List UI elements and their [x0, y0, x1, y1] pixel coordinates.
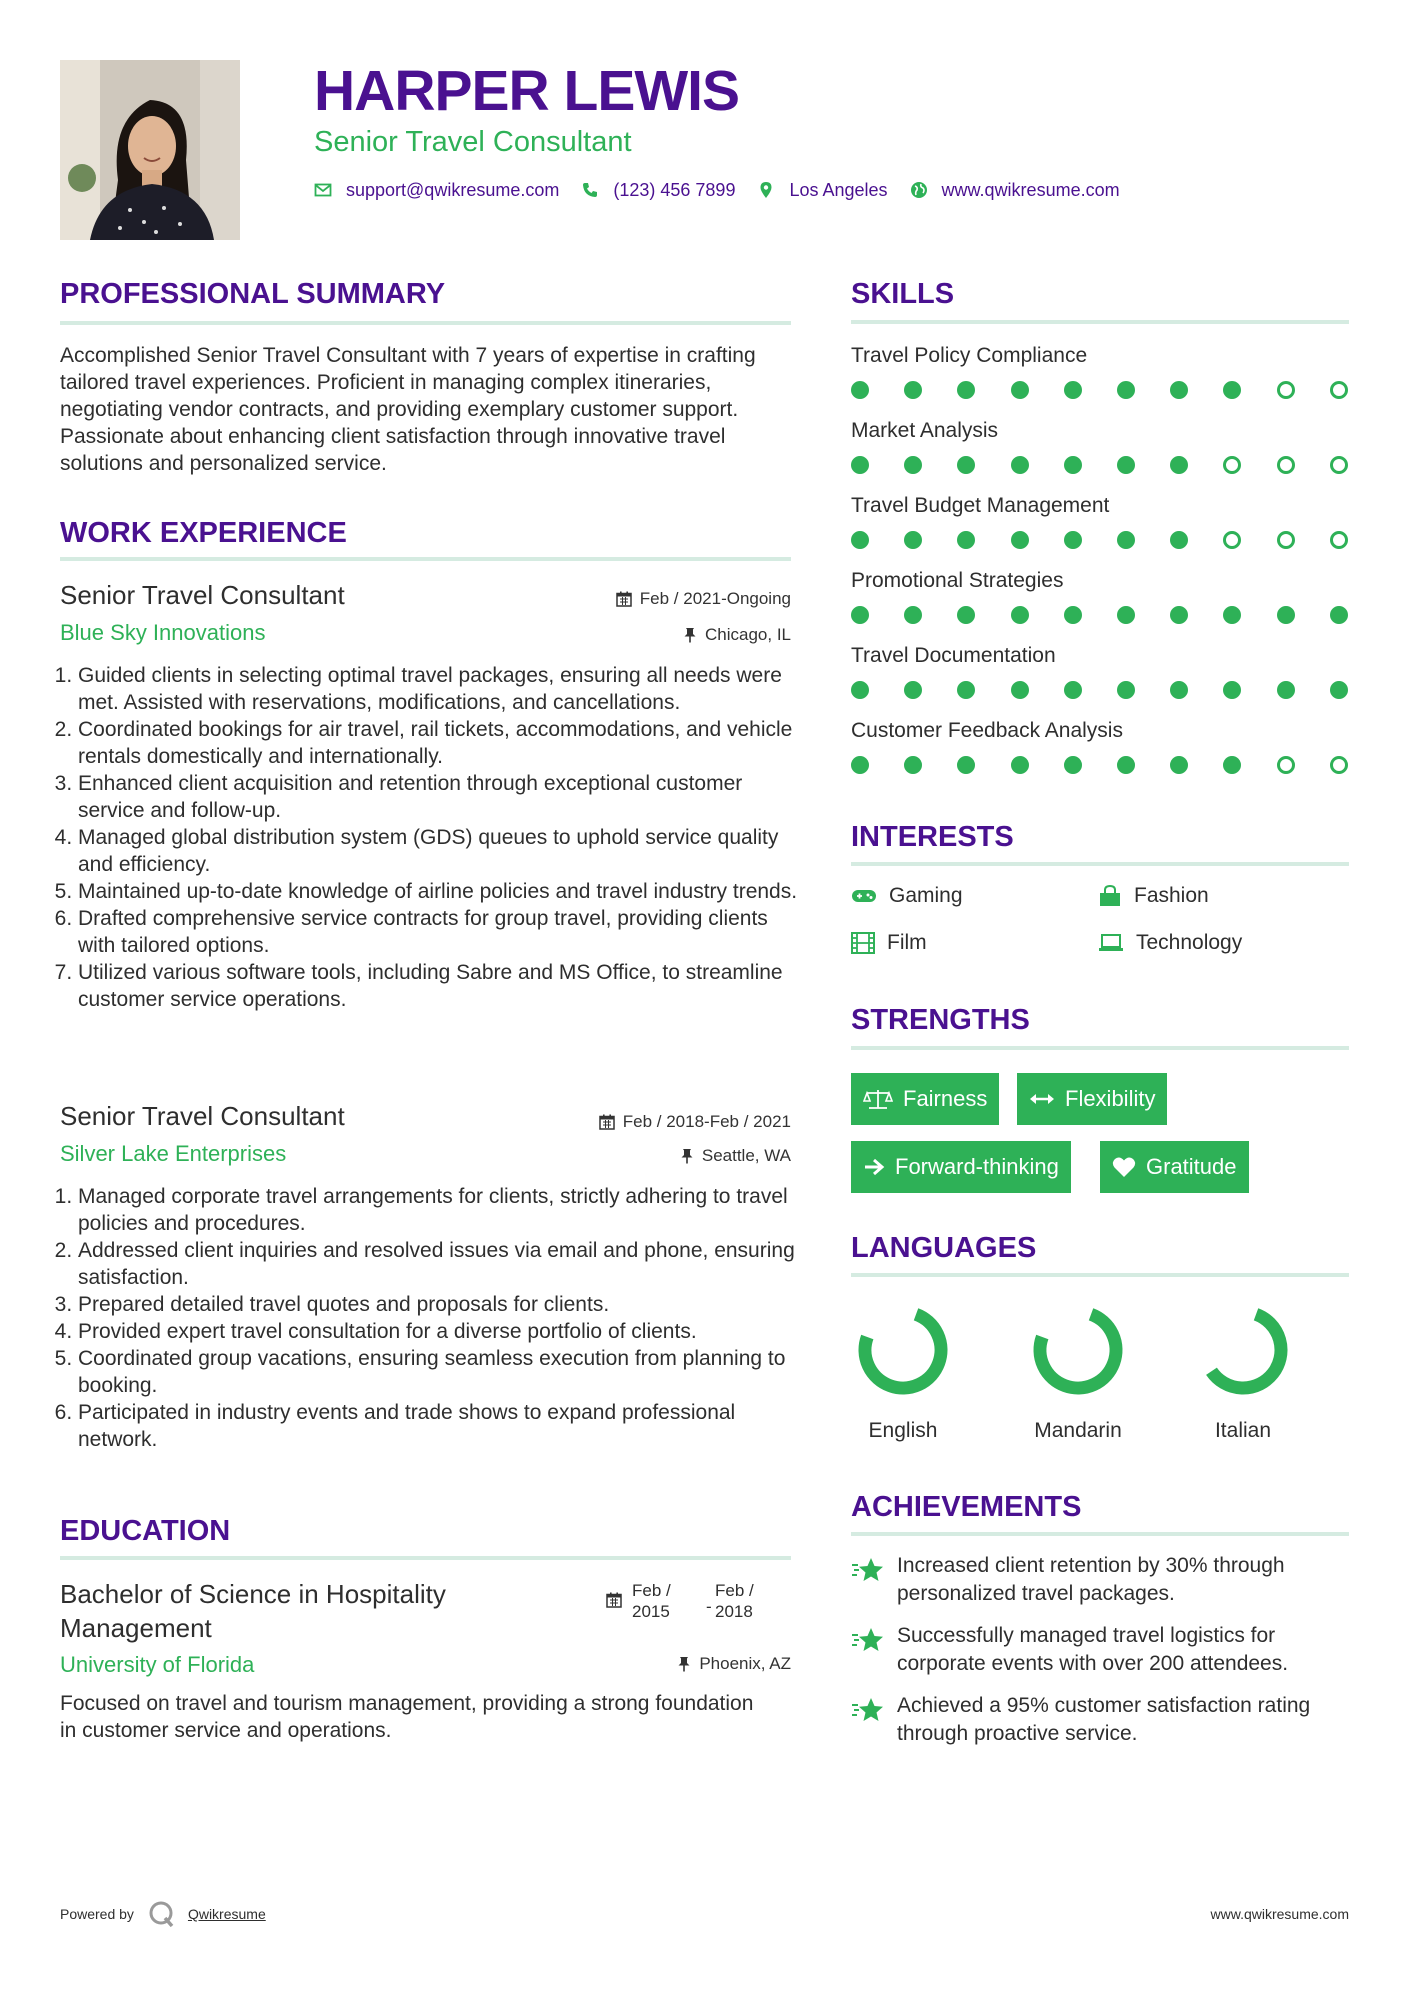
list-item: 2. Addressed client inquiries and resolved issues via email and phone, ensuring satisfaction. [78, 1237, 798, 1291]
skill-dot-filled [1117, 531, 1135, 549]
skill-dot-empty [1330, 381, 1348, 399]
skill-dot-filled [851, 606, 869, 624]
qwikresume-logo-icon [148, 1900, 176, 1928]
date-end-year: 2018 [715, 1602, 753, 1621]
skill-dot-filled [1011, 681, 1029, 699]
education-location-text: Phoenix, AZ [699, 1654, 791, 1673]
job-company: Silver Lake Enterprises [60, 1141, 287, 1166]
job-date [599, 1111, 791, 1133]
language-item [1008, 1300, 1148, 1444]
achievements-heading: ACHIEVEMENTS [851, 1491, 1082, 1523]
pushpin-icon [680, 1148, 694, 1164]
interest-label: Film [887, 931, 927, 954]
list-item: 6. Drafted comprehensive service contracts for group travel, providing clients with tailored options. [78, 905, 798, 959]
strength-label: Gratitude [1146, 1154, 1237, 1179]
skill-dot-filled [1170, 456, 1188, 474]
calendar-icon [606, 1592, 622, 1608]
skill-dot-filled [1170, 531, 1188, 549]
job-date [616, 588, 791, 610]
interests-divider [851, 862, 1349, 866]
list-item: 4. Managed global distribution system (GDS) queues to uphold service quality and efficiency. [78, 824, 798, 878]
list-item: 5. Maintained up-to-date knowledge of airline policies and travel industry trends. [78, 878, 798, 905]
language-item [833, 1300, 973, 1444]
skill-dot-filled [851, 681, 869, 699]
experience-heading: WORK EXPERIENCE [60, 517, 347, 549]
skill-dot-empty [1277, 531, 1295, 549]
star-icon [851, 1696, 885, 1724]
star-icon [851, 1626, 885, 1654]
skill-name: Travel Documentation [851, 644, 1056, 667]
heart-icon [1112, 1156, 1136, 1178]
skill-dot-filled [1011, 381, 1029, 399]
strength-badge [851, 1073, 999, 1125]
list-item: 2. Coordinated bookings for air travel, rail tickets, accommodations, and vehicle rentals domestically and internationally. [78, 716, 798, 770]
skill-dot-filled [1117, 381, 1135, 399]
skill-dot-filled [1117, 756, 1135, 774]
job-bullets [60, 662, 798, 1013]
skill-dot-filled [1223, 381, 1241, 399]
skill-rating [851, 681, 1351, 701]
language-ring [853, 1300, 953, 1400]
skill-dot-filled [904, 456, 922, 474]
list-item: 1. Guided clients in selecting optimal travel packages, ensuring all needs were met. Assisted with reservations, modifications, and cancellations. [78, 662, 798, 716]
strengths-heading: STRENGTHS [851, 1004, 1030, 1036]
skill-rating [851, 606, 1351, 626]
skill-dot-filled [957, 681, 975, 699]
job-bullets [60, 1183, 798, 1453]
list-item: 5. Coordinated group vacations, ensuring seamless execution from planning to booking. [78, 1345, 798, 1399]
skill-name: Promotional Strategies [851, 569, 1064, 592]
experience-divider [60, 557, 791, 561]
achievement-text: Successfully managed travel logistics for corporate events with over 200 attendees. [897, 1624, 1289, 1675]
skill-dot-filled [1011, 531, 1029, 549]
skill-dot-empty [1330, 756, 1348, 774]
date-end-month: Feb / [715, 1581, 754, 1600]
contact-email[interactable]: support@qwikresume.com [346, 179, 560, 200]
achievement-text: Increased client retention by 30% through personalized travel packages. [897, 1554, 1285, 1605]
skill-dot-empty [1223, 456, 1241, 474]
education-heading: EDUCATION [60, 1515, 231, 1547]
pushpin-icon [677, 1656, 691, 1672]
skill-dot-filled [1011, 606, 1029, 624]
skill-dot-filled [1170, 756, 1188, 774]
skill-name: Travel Budget Management [851, 494, 1110, 517]
skill-dot-filled [1064, 381, 1082, 399]
summary-text: Accomplished Senior Travel Consultant with 7 years of expertise in crafting tailored travel experiences. Proficient in managing complex itineraries, negotiating vendor contracts, and providing exemplary customer support. Passionate about enhancing client satisfaction through innovative travel solutions and personalized service. [60, 344, 756, 475]
achievement-item [851, 1622, 1351, 1678]
skill-dot-filled [957, 756, 975, 774]
laptop-icon [1098, 933, 1124, 953]
footer-powered-by [60, 1900, 266, 1928]
job-location [680, 1145, 791, 1167]
portrait-image [60, 60, 240, 240]
shopping-bag-icon [1098, 885, 1122, 907]
language-ring-arc [865, 1314, 941, 1388]
skill-rating [851, 531, 1351, 551]
achievement-text: Achieved a 95% customer satisfaction rating through proactive service. [897, 1694, 1311, 1745]
job-date-text: Feb / 2018-Feb / 2021 [622, 1112, 791, 1131]
contact-location: Los Angeles [789, 179, 888, 200]
arrow-right-icon [863, 1157, 885, 1177]
list-item: 7. Utilized various software tools, including Sabre and MS Office, to streamline customer service operations. [78, 959, 798, 1013]
skill-dot-filled [1330, 606, 1348, 624]
skill-dot-filled [1170, 381, 1188, 399]
skill-name: Customer Feedback Analysis [851, 719, 1123, 742]
strength-label: Forward-thinking [895, 1154, 1059, 1179]
degree-line-1: Bachelor of Science in Hospitality [60, 1579, 446, 1609]
skill-name: Market Analysis [851, 419, 999, 442]
skill-dot-empty [1223, 531, 1241, 549]
skill-dot-filled [851, 381, 869, 399]
calendar-icon [616, 591, 632, 607]
candidate-name: HARPER LEWIS [314, 59, 740, 123]
language-label: Mandarin [1034, 1419, 1122, 1442]
pushpin-icon [683, 627, 697, 643]
strengths-divider [851, 1046, 1349, 1050]
skill-dot-filled [904, 756, 922, 774]
skill-dot-filled [1223, 606, 1241, 624]
list-item: 3. Enhanced client acquisition and retention through exceptional customer service and follow-up. [78, 770, 798, 824]
list-item: 6. Participated in industry events and trade shows to expand professional network. [78, 1399, 798, 1453]
education-divider [60, 1556, 791, 1560]
powered-by-text: Powered by [60, 1906, 134, 1922]
job-location-text: Seattle, WA [701, 1146, 791, 1165]
strength-label: Fairness [903, 1086, 988, 1111]
date-start-year: 2015 [632, 1602, 670, 1621]
skill-dot-empty [1277, 381, 1295, 399]
education-date [606, 1580, 782, 1624]
arrows-horizontal-icon [1029, 1090, 1055, 1108]
phone-icon [581, 181, 599, 199]
language-ring-arc [1040, 1314, 1116, 1388]
skill-dot-filled [1064, 456, 1082, 474]
skill-dot-filled [1117, 456, 1135, 474]
skill-dot-filled [1064, 531, 1082, 549]
skill-dot-filled [1064, 681, 1082, 699]
film-icon [851, 932, 875, 954]
job-date-text: Feb / 2021-Ongoing [639, 589, 791, 608]
job-location-text: Chicago, IL [705, 625, 791, 644]
candidate-role: Senior Travel Consultant [314, 126, 632, 158]
skill-dot-filled [1223, 681, 1241, 699]
language-ring-arc [1211, 1314, 1281, 1388]
skill-dot-filled [851, 756, 869, 774]
skill-dot-filled [904, 681, 922, 699]
skill-dot-filled [957, 381, 975, 399]
skills-heading: SKILLS [851, 278, 955, 310]
globe-icon [910, 181, 928, 199]
skill-dot-filled [851, 531, 869, 549]
language-label: Italian [1214, 1419, 1272, 1442]
interest-item [851, 883, 963, 909]
job-title: Senior Travel Consultant [60, 580, 345, 610]
skills-divider [851, 320, 1349, 324]
skill-dot-filled [1117, 606, 1135, 624]
degree-line-2: Management [60, 1613, 212, 1643]
education-text: Focused on travel and tourism management, providing a strong foundation in customer service and operations. [60, 1692, 754, 1742]
interests-heading: INTERESTS [851, 821, 1014, 853]
calendar-icon [599, 1114, 615, 1130]
strength-badge [851, 1141, 1071, 1193]
date-separator: - [706, 1597, 712, 1616]
skill-dot-filled [904, 381, 922, 399]
skill-dot-filled [1277, 681, 1295, 699]
job-title: Senior Travel Consultant [60, 1101, 345, 1131]
list-item: 4. Provided expert travel consultation for a diverse portfolio of clients. [78, 1318, 798, 1345]
strength-badge [1100, 1141, 1249, 1193]
skill-dot-filled [904, 531, 922, 549]
skill-dot-filled [1170, 606, 1188, 624]
footer-website[interactable]: www.qwikresume.com [1210, 1906, 1349, 1922]
envelope-icon [314, 181, 332, 199]
contact-phone[interactable]: (123) 456 7899 [613, 179, 736, 200]
summary-heading: PROFESSIONAL SUMMARY [60, 278, 446, 310]
job-company: Blue Sky Innovations [60, 620, 266, 645]
interest-label: Fashion [1134, 884, 1209, 907]
skill-dot-filled [957, 531, 975, 549]
skill-dot-filled [1223, 756, 1241, 774]
contact-website[interactable]: www.qwikresume.com [941, 179, 1120, 200]
skill-dot-filled [1011, 756, 1029, 774]
skill-rating [851, 456, 1351, 476]
interest-item [1098, 883, 1209, 909]
achievement-item [851, 1692, 1351, 1748]
skill-dot-empty [1330, 531, 1348, 549]
skill-dot-filled [1011, 456, 1029, 474]
profile-photo [60, 60, 240, 240]
interest-label: Technology [1136, 931, 1243, 954]
language-ring [1193, 1300, 1293, 1400]
summary-divider [60, 321, 791, 325]
skill-dot-filled [1064, 606, 1082, 624]
achievement-item [851, 1552, 1351, 1608]
job-location [683, 624, 791, 646]
skill-rating [851, 381, 1351, 401]
interest-item [1098, 930, 1242, 956]
language-label: English [868, 1419, 938, 1442]
skill-dot-filled [1064, 756, 1082, 774]
skill-dot-filled [1170, 681, 1188, 699]
strength-badge [1017, 1073, 1167, 1125]
language-item [1173, 1300, 1313, 1444]
language-ring [1028, 1300, 1128, 1400]
skill-dot-empty [1330, 456, 1348, 474]
languages-heading: LANGUAGES [851, 1232, 1037, 1264]
skill-dot-filled [1117, 681, 1135, 699]
list-item: 1. Managed corporate travel arrangements for clients, strictly adhering to travel policies and procedures. [78, 1183, 798, 1237]
skill-dot-empty [1277, 756, 1295, 774]
languages-divider [851, 1273, 1349, 1277]
skill-dot-filled [1330, 681, 1348, 699]
star-icon [851, 1556, 885, 1584]
list-item: 3. Prepared detailed travel quotes and proposals for clients. [78, 1291, 798, 1318]
skill-dot-filled [904, 606, 922, 624]
skill-name: Travel Policy Compliance [851, 344, 1088, 367]
date-start-month: Feb / [632, 1581, 671, 1600]
education-location [677, 1653, 791, 1675]
skill-dot-filled [1277, 606, 1295, 624]
balance-scale-icon [863, 1088, 893, 1110]
skill-rating [851, 756, 1351, 776]
achievements-divider [851, 1532, 1349, 1536]
qwikresume-link[interactable]: Qwikresume [187, 1906, 266, 1922]
strength-label: Flexibility [1065, 1086, 1156, 1111]
skill-dot-empty [1277, 456, 1295, 474]
skill-dot-filled [957, 456, 975, 474]
gamepad-icon [851, 887, 877, 905]
skill-dot-filled [851, 456, 869, 474]
contact-bar [314, 177, 1142, 203]
map-pin-icon [757, 181, 775, 199]
school-name: University of Florida [60, 1652, 255, 1677]
interest-label: Gaming [889, 884, 963, 907]
interest-item [851, 930, 927, 956]
skill-dot-filled [957, 606, 975, 624]
